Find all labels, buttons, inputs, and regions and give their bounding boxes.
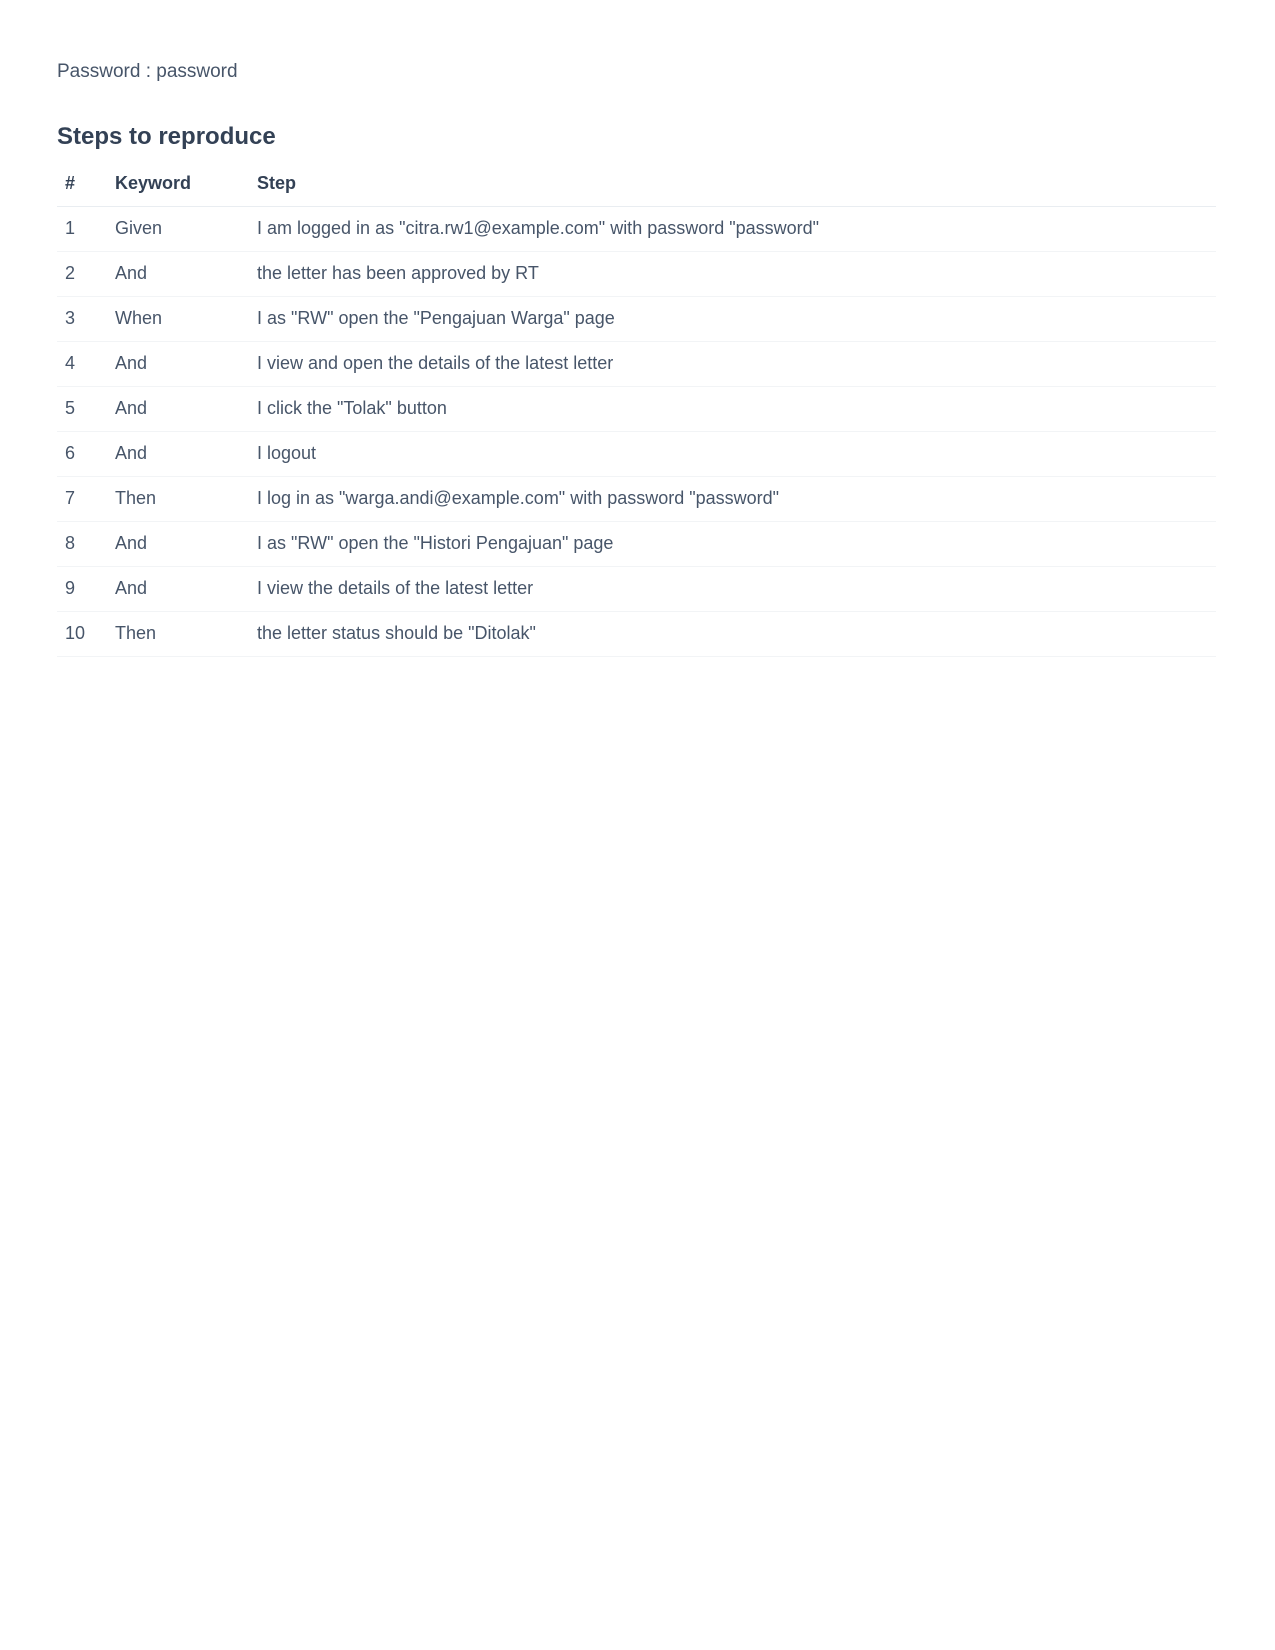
step-number-cell: 2 (57, 251, 107, 296)
keyword-cell: And (107, 341, 249, 386)
step-number-cell: 8 (57, 521, 107, 566)
steps-table (57, 161, 1216, 657)
steps-table-head (57, 161, 1216, 206)
table-row (57, 566, 1216, 611)
step-text-cell: I am logged in as "citra.rw1@example.com" with password "password" (249, 206, 1216, 251)
report-content (0, 0, 1275, 657)
step-number-cell: 5 (57, 386, 107, 431)
keyword-cell: And (107, 521, 249, 566)
step-number-cell: 7 (57, 476, 107, 521)
step-number-cell: 1 (57, 206, 107, 251)
step-number-cell: 4 (57, 341, 107, 386)
table-row (57, 296, 1216, 341)
table-row (57, 251, 1216, 296)
step-number-cell: 3 (57, 296, 107, 341)
column-header-step: Step (249, 161, 1216, 206)
step-text-cell: the letter status should be "Ditolak" (249, 611, 1216, 656)
keyword-cell: And (107, 431, 249, 476)
step-number-cell: 10 (57, 611, 107, 656)
table-row (57, 521, 1216, 566)
column-header-number: # (57, 161, 107, 206)
step-number-cell: 6 (57, 431, 107, 476)
step-text-cell: I click the "Tolak" button (249, 386, 1216, 431)
table-row (57, 431, 1216, 476)
steps-section-title: Steps to reproduce (57, 123, 276, 150)
table-row (57, 476, 1216, 521)
table-row (57, 386, 1216, 431)
keyword-cell: And (107, 566, 249, 611)
table-row (57, 341, 1216, 386)
step-text-cell: the letter has been approved by RT (249, 251, 1216, 296)
table-row (57, 611, 1216, 656)
keyword-cell: And (107, 386, 249, 431)
steps-table-header-row (57, 161, 1216, 206)
step-text-cell: I log in as "warga.andi@example.com" with password "password" (249, 476, 1216, 521)
keyword-cell: Then (107, 476, 249, 521)
table-row (57, 206, 1216, 251)
step-text-cell: I view the details of the latest letter (249, 566, 1216, 611)
step-text-cell: I as "RW" open the "Pengajuan Warga" page (249, 296, 1216, 341)
keyword-cell: Given (107, 206, 249, 251)
steps-table-body (57, 206, 1216, 656)
password-line: Password : password (57, 61, 238, 82)
step-text-cell: I view and open the details of the latest letter (249, 341, 1216, 386)
step-number-cell: 9 (57, 566, 107, 611)
step-text-cell: I logout (249, 431, 1216, 476)
keyword-cell: When (107, 296, 249, 341)
step-text-cell: I as "RW" open the "Histori Pengajuan" page (249, 521, 1216, 566)
column-header-keyword: Keyword (107, 161, 249, 206)
keyword-cell: And (107, 251, 249, 296)
keyword-cell: Then (107, 611, 249, 656)
